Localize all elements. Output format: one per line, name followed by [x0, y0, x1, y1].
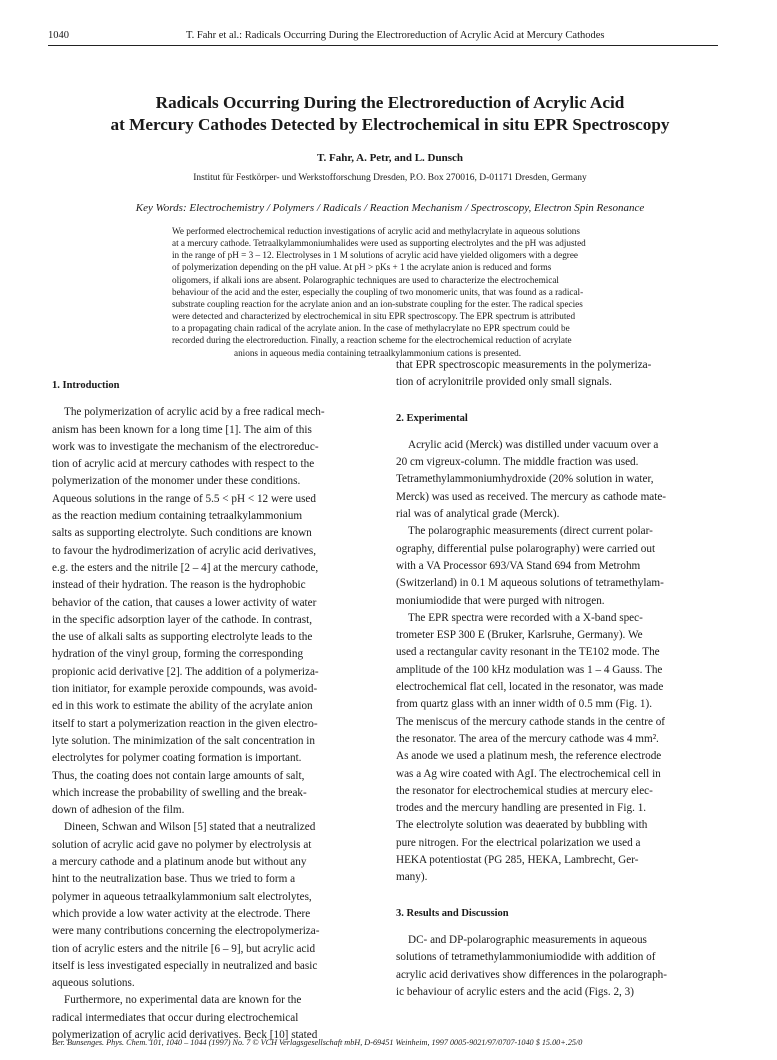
authors: T. Fahr, A. Petr, and L. Dunsch: [317, 152, 463, 164]
text-line: Thus, the coating does not contain large amounts of salt,: [52, 769, 305, 782]
abstract-line: in the range of pH = 3 – 12. Electrolyses in 1 M solutions of acrylic acid have yielded oligomers with a degree: [172, 250, 579, 261]
text-line: down of adhesion of the film.: [52, 804, 185, 817]
text-line: HEKA potentiostat (PG 285, HEKA, Lambrecht, Ger-: [396, 854, 639, 867]
text-line: polymerization of the monomer under these conditions.: [52, 475, 301, 488]
title-line-2: at Mercury Cathodes Detected by Electrochemical in situ EPR Spectroscopy: [110, 115, 670, 134]
text-line: work was to investigate the mechanism of the electroreduc-: [52, 440, 319, 453]
running-head: [48, 28, 718, 46]
text-line: solution of acrylic acid gave no polymer by electrolysis at: [52, 838, 312, 851]
text-line: pure nitrogen. For the electrical polarization we used a: [396, 836, 641, 849]
text-line: from quartz glass with an inner width of 0.5 mm (Fig. 1).: [396, 698, 653, 711]
text-line: hint to the neutralization base. Thus we tried to form a: [52, 873, 296, 886]
text-line: as the reaction medium containing tetraalkylammonium: [52, 510, 303, 523]
text-line: electrochemical flat cell, located in the resonator, was made: [396, 681, 664, 694]
keywords: Key Words: Electrochemistry / Polymers / Radicals / Reaction Mechanism / Spectroscopy, Electron Spin Resonance: [135, 202, 645, 214]
experimental-paragraph-1: [396, 437, 718, 523]
abstract: [172, 225, 676, 359]
left-column: [52, 377, 368, 1044]
page-footer: Ber. Bunsenges. Phys. Chem. 101, 1040 – 1044 (1997) No. 7 © VCH Verlagsgesellschaft mbH, D-69451 Weinheim, 1997 0005-9021/97/0707-1040 $ 15.00+.25/0: [52, 1038, 583, 1047]
abstract-line: behaviour of the acid and the ester, especially the coupling of two monomeric units, that was found as a radical-: [172, 286, 584, 297]
section-heading-results: 3. Results and Discussion: [396, 907, 509, 919]
text-line: 20 cm vigreux-column. The middle fraction was used.: [396, 456, 639, 469]
text-line: propionic acid derivative [2]. The addition of a polymeriza-: [52, 665, 319, 678]
text-line: The meniscus of the mercury cathode stands in the centre of: [396, 715, 666, 728]
abstract-line: We performed electrochemical reduction investigations of acrylic acid and methylacrylate in aqueous solutions: [172, 226, 580, 236]
text-line: the use of alkali salts as supporting electrolyte leads to the: [52, 631, 313, 644]
affiliation: Institut für Festkörper- und Werkstofforschung Dresden, P.O. Box 270016, D-01171 Dresden, Germany: [193, 173, 587, 183]
text-line: polymerization of acrylic acid derivatives. Beck [10] stated: [52, 1028, 318, 1041]
text-line: trodes and the mercury handling are presented in Fig. 1.: [396, 802, 647, 815]
text-line: solutions of tetramethylammoniumiodide with addition of: [396, 951, 656, 964]
title-line-1: Radicals Occurring During the Electroreduction of Acrylic Acid: [155, 93, 625, 112]
intro-paragraph-1: [52, 404, 368, 819]
text-line: tion of acrylonitrile provided only small signals.: [396, 376, 612, 389]
header-rule: [48, 45, 718, 46]
text-line: to favour the hydrodimerization of acrylic acid derivatives,: [52, 544, 317, 557]
text-line: The polymerization of acrylic acid by a free radical mech-: [64, 406, 325, 419]
text-line: that EPR spectroscopic measurements in the polymeriza-: [396, 359, 652, 371]
text-line: which increase the probability of swelling and the break-: [52, 786, 307, 799]
text-line: The EPR spectra were recorded with a X-band spec-: [408, 611, 643, 624]
text-line: tion of acrylic esters and the nitrile [6 – 9], but acrylic acid: [52, 942, 316, 955]
text-line: DC- and DP-polarographic measurements in aqueous: [408, 933, 647, 946]
page-number: 1040: [48, 30, 69, 41]
text-line: The electrolyte solution was deaerated by bubbling with: [396, 819, 648, 832]
text-line: polymer in aqueous tetraalkylammonium salt electrolytes,: [52, 890, 312, 903]
text-line: trometer ESP 300 E (Bruker, Karlsruhe, Germany). We: [396, 629, 643, 642]
text-line: radical intermediates that occur during electrochemical: [52, 1011, 299, 1024]
text-line: a mercury cathode and a platinum anode but without any: [52, 856, 307, 869]
results-paragraph-1: [396, 932, 718, 1001]
text-line: which provide a low water activity at the electrode. There: [52, 907, 311, 920]
text-line: (Switzerland) in 0.1 M aqueous solutions of tetramethylam-: [396, 577, 664, 590]
abstract-line: recorded during the electroreduction. Finally, a reaction scheme for the electrochemical reduction of acrylate: [172, 335, 572, 346]
text-line: Tetramethylammoniumhydroxide (20% solution in water,: [396, 473, 654, 486]
text-line: Furthermore, no experimental data are known for the: [64, 994, 302, 1007]
running-title: T. Fahr et al.: Radicals Occurring During the Electroreduction of Acrylic Acid at Mercury Cathodes: [186, 30, 605, 41]
text-line: tion initiator, for example peroxide compounds, was avoid-: [52, 683, 318, 696]
right-column: [396, 357, 718, 1001]
text-line: anism has been known for a long time [1]. The aim of this: [52, 423, 312, 436]
text-line: ography, differential pulse polarography) were carried out: [396, 542, 656, 555]
text-line: salts as supporting electrolyte. Such conditions are known: [52, 527, 312, 540]
text-line: the resonator. The area of the mercury cathode was 4 mm².: [396, 732, 659, 745]
section-heading-introduction: 1. Introduction: [52, 380, 120, 391]
abstract-line: to a propagating chain radical of the acrylate anion. In the case of methylacrylate no EPR spectrum could be: [172, 323, 570, 334]
text-line: instead of their hydration. The reason is the hydrophobic: [52, 579, 306, 592]
text-line: acrylic acid derivatives show differences in the polarograph-: [396, 968, 667, 981]
abstract-line: at a mercury cathode. Tetraalkylammoniumhalides were used as supporting electrolytes and the pH was adjusted: [172, 238, 586, 249]
text-line: Aqueous solutions in the range of 5.5 < pH < 12 were used: [52, 492, 316, 505]
text-line: the resonator for electrochemical studies at mercury elec-: [396, 784, 653, 797]
abstract-line: substrate coupling reaction for the acrylate anion and an ion-substrate coupling for the ester. The radical species: [172, 298, 583, 309]
text-line: Dineen, Schwan and Wilson [5] stated that a neutralized: [64, 821, 316, 834]
text-line: lyte solution. The minimization of the salt concentration in: [52, 734, 315, 747]
intro-continuation: [396, 357, 718, 392]
text-line: used a rectangular cavity resonant in the TE102 mode. The: [396, 646, 660, 659]
text-line: itself is less investigated especially in neutralized and basic: [52, 959, 318, 972]
text-line: As anode we used a platinum mesh, the reference electrode: [396, 750, 662, 763]
text-line: ic behaviour of acrylic esters and the acid (Figs. 2, 3): [396, 985, 634, 998]
text-line: with a VA Processor 693/VA Stand 694 from Metrohm: [396, 559, 641, 572]
abstract-line: of polymerization depending on the pH value. At pH > pKs + 1 the acrylate anion is reduced and forms: [172, 262, 552, 273]
abstract-line: oligomers, if alkali ions are absent. Polarographic techniques are used to characterize the electrochemical: [172, 274, 559, 285]
experimental-paragraph-3: [396, 610, 718, 887]
text-line: many).: [396, 871, 428, 884]
text-line: itself to start a polymerization reaction in the given electro-: [52, 717, 318, 730]
text-line: moniumiodide that were purged with nitrogen.: [396, 594, 605, 607]
text-line: ed in this work to estimate the ability of the acrylate anion: [52, 700, 313, 713]
text-line: electrolytes for polymer coating formation is important.: [52, 752, 302, 765]
text-line: The polarographic measurements (direct current polar-: [408, 525, 653, 538]
section-heading-experimental: 2. Experimental: [396, 412, 468, 424]
text-line: Merck) was used as received. The mercury as cathode mate-: [396, 490, 667, 503]
text-line: amplitude of the 100 kHz modulation was 1 – 4 Gauss. The: [396, 663, 663, 676]
experimental-paragraph-2: [396, 523, 718, 609]
text-line: was a Ag wire coated with AgI. The electrochemical cell in: [396, 767, 661, 780]
abstract-line: anions in aqueous media containing tetraalkylammonium cations is presented.: [234, 347, 522, 358]
abstract-line: were detected and characterized by electrochemical in situ EPR spectroscopy. The EPR spectrum is attributed: [172, 311, 576, 322]
article-title: [40, 92, 740, 136]
text-line: tion of acrylic acid at mercury cathodes with respect to the: [52, 458, 315, 471]
text-line: in the specific adsorption layer of the cathode. In contrast,: [52, 613, 313, 626]
text-line: Acrylic acid (Merck) was distilled under vacuum over a: [408, 438, 659, 451]
intro-paragraph-3: [52, 992, 368, 1044]
text-line: behavior of the cation, that causes a lower activity of water: [52, 596, 317, 609]
text-line: e.g. the esters and the nitrile [2 – 4] at the mercury cathode,: [52, 561, 319, 574]
text-line: were many contributions concerning the electropolymeriza-: [52, 925, 320, 938]
text-line: aqueous solutions.: [52, 977, 135, 990]
intro-paragraph-2: [52, 819, 368, 992]
text-line: rial was of analytical grade (Merck).: [396, 508, 560, 521]
text-line: hydration of the vinyl group, forming the corresponding: [52, 648, 304, 661]
